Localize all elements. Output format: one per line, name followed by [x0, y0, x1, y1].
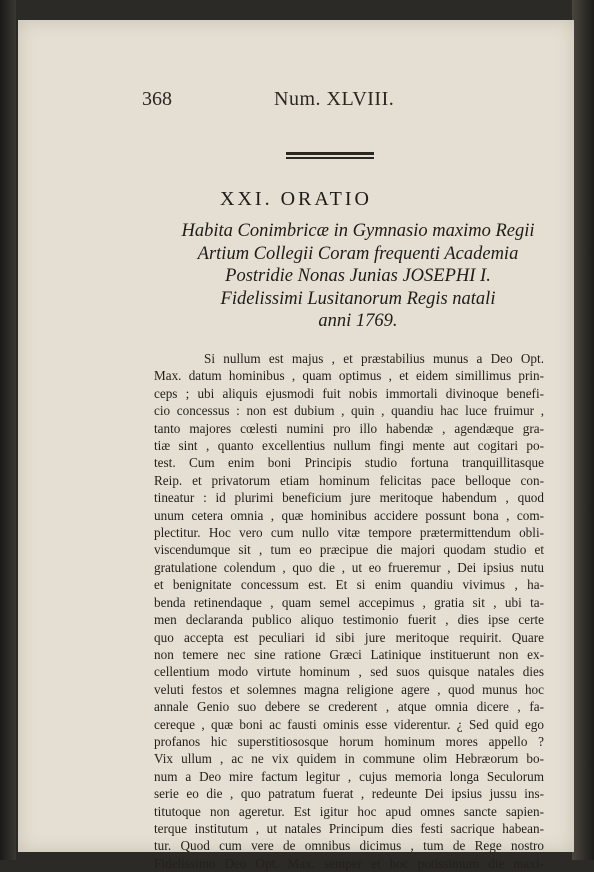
subtitle-line: Fidelissimi Lusitanorum Regis natali — [220, 288, 496, 309]
body-line: Reip. et privatorum etiam hominum felicitas pace belloque con- — [154, 472, 544, 488]
body-line: veluti festos et solemnes magna religione agere , quod munus hoc — [154, 681, 544, 697]
book-page — [18, 20, 574, 871]
body-line: tanto majores cœlesti numini pro illo habendæ , agendæque gra- — [154, 420, 544, 436]
body-line: Max. datum hominibus , quam optimus , et eidem simillimus prin- — [154, 368, 544, 384]
section-title: XXI. ORATIO — [220, 188, 372, 210]
body-text — [154, 350, 544, 872]
body-line: profanos hic superstitiososque horum hominum mores appello ? — [154, 733, 544, 749]
body-line: viscendumque sit , tum eo præcipue die majori quodam studio et — [154, 542, 544, 558]
subtitle-line: Habita Conimbricæ in Gymnasio maximo Regii — [181, 221, 535, 241]
body-line: unum cetera omnia , quæ hominibus accidere possunt bona , com- — [154, 507, 544, 523]
decorative-rule — [286, 152, 374, 160]
body-line: ceps ; ubi aliquis ejusmodi fuit nobis immortali divinoque benefi- — [154, 385, 544, 401]
body-line: annale Genio suo debere se crederent , atque omnia dicere , fa- — [154, 699, 544, 715]
body-line: Fidelissimo Deo Opt. Max. semper et hoc potissimum die maxi- — [154, 855, 544, 871]
subtitle-line: Postridie Nonas Junias JOSEPHI I. — [225, 266, 491, 286]
body-line: cellentium modo virtute hominum , sed suos quisque natales dies — [154, 664, 544, 680]
body-line: Si nullum est majus , et præstabilius munus a Deo Opt. — [204, 351, 544, 366]
body-line: terque institutum , ut natales Principum dies festi sacrique habean- — [154, 820, 544, 836]
body-line: tur. Quod cum vere de omnibus dicimus , tum de Rege nostro — [154, 838, 544, 854]
body-line: men declaranda publico aliquo testimonio fuerit , dies ipse certe — [154, 612, 544, 628]
body-line: quo accepta est peculiari id sibi jure meritoque requirit. Quare — [154, 629, 544, 645]
body-line: gratulatione colendum , quo die , ut eo frueremur , Dei ipsius nutu — [154, 559, 544, 575]
body-line: serie eo die , quo patratum fuerat , redeunte Dei ipsius jussu ins- — [154, 786, 544, 802]
body-line: cereque , quæ boni ac fausti ominis esse viderentur. ¿ Sed quid ego — [154, 716, 544, 732]
subtitle-line: anni 1769. — [318, 311, 398, 331]
left-gutter — [0, 0, 16, 860]
body-line: cio concessus : non est dubium , quin , quandiu hac luce fruimur , — [154, 403, 544, 419]
body-line: tineatur : id plurimi beneficium jure meritoque habendum , quod — [154, 490, 544, 506]
body-line: benda retinendaque , quam semel accepimus , gratia sit , ubi ta- — [154, 594, 544, 610]
body-line: tiæ sint , quanto excellentius nullum fingi mente aut cogitari po- — [154, 438, 544, 454]
oration-subtitle — [168, 220, 548, 333]
body-line: et benignitate concessum est. Et si enim quandiu vivimus , ha- — [154, 577, 544, 593]
body-line: num a Deo mire factum legitur , cujus memoria longa Seculorum — [154, 768, 544, 784]
body-line: titutoque non ageretur. Est igitur hoc apud omnes sancte sapien- — [154, 803, 544, 819]
page-header — [18, 88, 574, 112]
page-number: 368 — [142, 88, 172, 110]
body-line: non temere nec sine ratione Græci Latinique instituerunt non ex- — [154, 646, 544, 662]
subtitle-line: Artium Collegii Coram frequenti Academia — [197, 243, 519, 264]
body-line: Vix ullum , ac ne vix quidem in commune olim Hebræorum bo- — [154, 751, 544, 767]
body-line: test. Cum enim boni Principis studio fortuna tranquillitasque — [154, 455, 544, 471]
body-line: plectitur. Hoc vero cum nullo vitæ tempore prætermittendum obli- — [154, 525, 544, 541]
running-head: Num. XLVIII. — [274, 88, 395, 110]
right-gutter — [572, 0, 594, 860]
